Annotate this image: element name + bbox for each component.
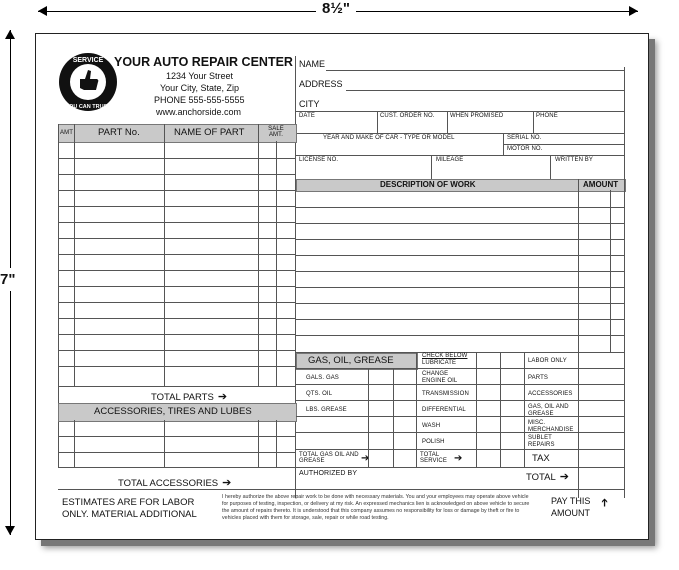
lbs-grease-label: LBS. GREASE — [306, 407, 347, 413]
description-header: DESCRIPTION OF WORK — [380, 180, 476, 189]
authorized-by-field[interactable]: AUTHORIZED BY — [299, 470, 358, 477]
authorization-text: I hereby authorize the above repair work to be done with necessary materials. You and your employees may operate above vehicle for purposes of testing, inspection, or delivery at my risk. An expressed mechanics lien is acknowledged on above vehicle to secure the amount of repairs thereto. It is understood that this company assumes no responsibility for loss or damage by theft or fire to vehicles placed with them for storage, sale, repair or while road testing. — [222, 494, 530, 521]
total-accessories-label: TOTAL ACCESSORIES ➔ — [118, 477, 232, 489]
total-gas-label: TOTAL GAS OIL AND GREASE — [299, 452, 359, 464]
arrow-right-icon: ➔ — [559, 471, 569, 483]
change-oil-checkbox[interactable]: CHANGE ENGINE OIL — [422, 371, 458, 384]
company-street: 1234 Your Street — [166, 71, 234, 81]
when-promised-field[interactable]: WHEN PROMISED — [450, 113, 504, 119]
amount-header: AMOUNT — [583, 180, 619, 189]
polish-checkbox[interactable]: POLISH — [422, 439, 445, 445]
address-field[interactable]: ADDRESS — [299, 79, 343, 89]
sublet-label: SUBLET REPAIRS — [528, 435, 555, 448]
gas-oil-grease-header: GAS, OIL, GREASE — [308, 355, 394, 366]
written-by-field[interactable]: WRITTEN BY — [555, 157, 593, 163]
company-city: Your City, State, Zip — [160, 83, 240, 93]
lubricate-checkbox[interactable]: LUBRICATE — [422, 360, 457, 366]
pay-this-label: PAY THIS — [551, 496, 591, 506]
width-label: 8½" — [316, 0, 356, 17]
date-field[interactable]: DATE — [299, 113, 315, 119]
accessories-label: ACCESSORIES — [528, 391, 573, 397]
serial-field[interactable]: SERIAL NO. — [507, 135, 542, 141]
height-label: 7" — [0, 268, 15, 291]
part-no-header: PART No. — [98, 127, 140, 138]
labor-only-label: LABOR ONLY — [528, 358, 567, 364]
qts-oil-label: QTS. OIL — [306, 391, 333, 397]
transmission-checkbox[interactable]: TRANSMISSION — [422, 391, 469, 397]
cust-order-field[interactable]: CUST. ORDER NO. — [380, 113, 435, 119]
thumbs-up-icon — [58, 52, 118, 112]
check-below-label: CHECK BELOW — [422, 353, 468, 359]
total-parts-label: TOTAL PARTS ➔ — [151, 391, 228, 403]
accessories-header-label: ACCESSORIES, TIRES AND LUBES — [94, 406, 252, 417]
gals-gas-label: GALS. GAS — [306, 375, 339, 381]
name-field[interactable]: NAME — [299, 59, 326, 69]
company-name: YOUR AUTO REPAIR CENTER — [114, 55, 293, 69]
arrow-right-icon: ➔ — [454, 453, 463, 464]
tax-label: TAX — [532, 453, 550, 464]
phone-field[interactable]: PHONE — [536, 113, 558, 119]
misc-label: MISC. MERCHANDISE — [528, 420, 574, 433]
total-service-label: TOTAL SERVICE — [420, 452, 447, 464]
differential-checkbox[interactable]: DIFFERENTIAL — [422, 407, 466, 413]
sale-amt-header: SALE AMT. — [268, 126, 284, 138]
amount-label: AMOUNT — [551, 508, 590, 518]
year-make-field[interactable]: YEAR AND MAKE OF CAR - TYPE OR MODEL — [323, 135, 455, 141]
company-phone: PHONE 555-555-5555 — [154, 95, 245, 105]
company-website: www.anchorside.com — [156, 107, 242, 117]
license-field[interactable]: LICENSE NO. — [299, 157, 339, 163]
parts-label: PARTS — [528, 375, 548, 381]
wash-checkbox[interactable]: WASH — [422, 423, 441, 429]
name-of-part-header: NAME OF PART — [174, 127, 245, 138]
arrow-right-icon: ➔ — [361, 453, 370, 464]
svg-text:YOU CAN TRUST: YOU CAN TRUST — [65, 104, 111, 110]
amt-header: AMT — [60, 130, 73, 136]
service-logo — [58, 52, 118, 112]
gas-oil-grease-label: GAS, OIL AND GREASE — [528, 404, 569, 417]
estimates-note: ESTIMATES ARE FOR LABOR ONLY. MATERIAL ADDITIONAL — [62, 497, 197, 520]
mileage-field[interactable]: MILEAGE — [436, 157, 464, 163]
arrow-right-icon: ➔ — [222, 477, 232, 489]
total-label: TOTAL ➔ — [526, 471, 569, 483]
motor-field[interactable]: MOTOR NO. — [507, 146, 543, 152]
arrow-up-icon: ➔ — [599, 497, 612, 508]
arrow-right-icon: ➔ — [217, 391, 228, 403]
svg-text:SERVICE: SERVICE — [72, 57, 104, 64]
city-field[interactable]: CITY — [299, 99, 320, 109]
repair-order-form — [35, 33, 649, 540]
